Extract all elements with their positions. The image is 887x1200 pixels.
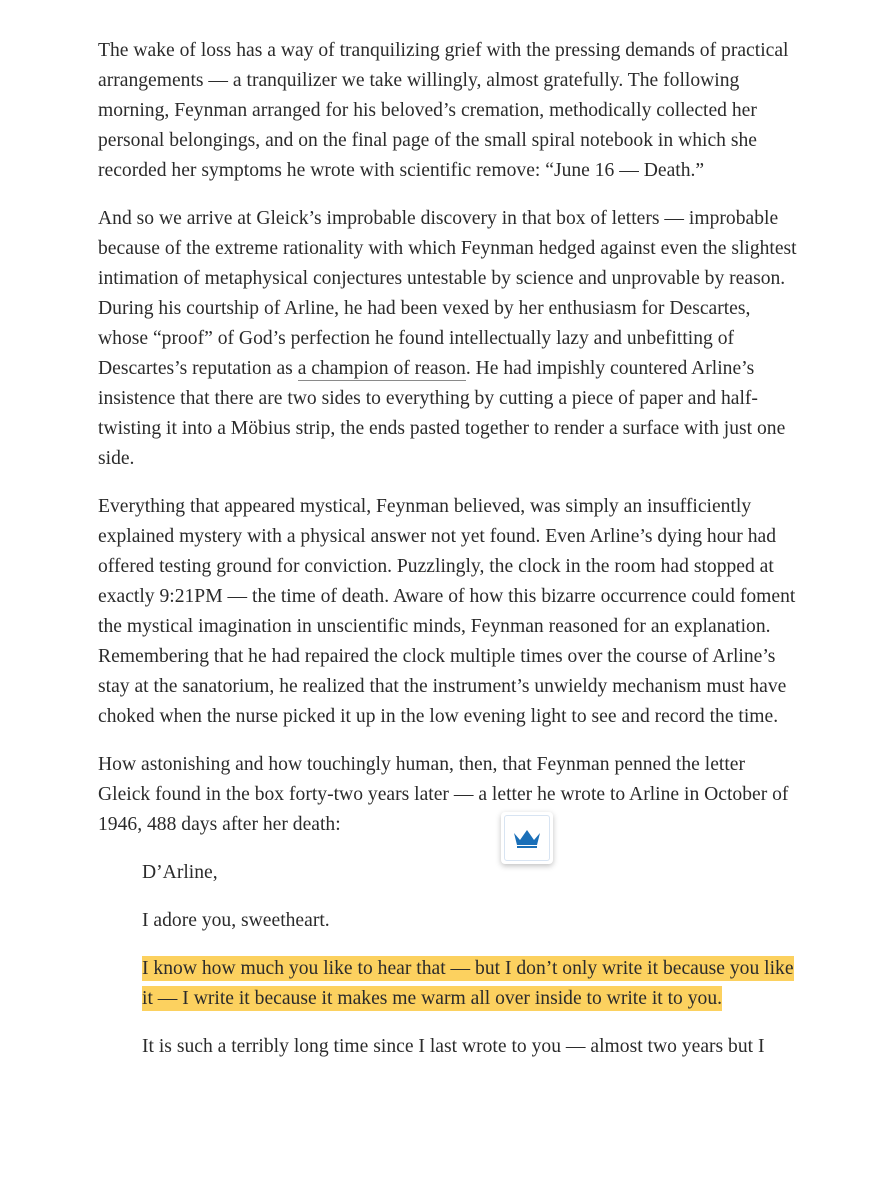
paragraph-clock: Everything that appeared mystical, Feynman believed, was simply an insufficiently explained mystery with a physical answer not yet found. Even Arline’s dying hour had offered testing ground for conviction. Puzzlingly, the clock in the room had stopped at exactly 9:21PM — the time of death. Aware of how this bizarre occurrence could foment the mystical imagination in unscientific minds, Feynman reasoned for an explanation. Remembering that he had repaired the clock multiple times over the course of Arline’s stay at the sanatorium, he realized that the instrument’s unwieldy mechanism must have choked when the nurse picked it up in the low evening light to see and record the time. — [98, 496, 796, 727]
crown-icon — [512, 827, 542, 849]
letter-blockquote — [142, 858, 798, 1062]
paragraph-discovery — [98, 204, 798, 474]
highlight-mark: I know how much you like to hear that — but I don’t only write it because you like it — I write it because it makes me warm all over inside to write it to you. — [142, 958, 794, 1009]
paragraph-discovery-text: And so we arrive at Gleick’s improbable discovery in that box of letters — improbable because of the extreme rationality with which Feynman hedged against even the slightest intimation of metaphysical conjectures untestable by science and unprovable by reason. During his courtship of Arline, he had been vexed by her enthusiasm for Descartes, whose “proof” of God’s perfection he found intellectually lazy and unbefitting of Descartes’s reputation as — [98, 208, 797, 379]
letter-highlighted-passage[interactable] — [142, 954, 798, 1014]
letter-line-long-time: It is such a terribly long time since I last wrote to you — almost two years but I — [142, 1036, 765, 1057]
champion-of-reason-link[interactable]: a champion of reason — [297, 358, 466, 379]
crown-badge-button[interactable] — [501, 812, 553, 864]
paragraph-letter-intro: How astonishing and how touchingly human, then, that Feynman penned the letter Gleick found in the box forty-two years later — a letter he wrote to Arline in October of 1946, 488 days after her death: — [98, 754, 789, 835]
paragraph-discovery-text-end: . He had impishly countered Arline’s insistence that there are two sides to everything by cutting a piece of paper and half-twisting it into a Möbius strip, the ends pasted together to render a surface with just one side. — [98, 358, 786, 469]
letter-line-adore: I adore you, sweetheart. — [142, 910, 330, 931]
article-body — [98, 36, 798, 1080]
paragraph-cremation: The wake of loss has a way of tranquilizing grief with the pressing demands of practical arrangements — a tranquilizer we take willingly, almost gratefully. The following morning, Feynman arranged for his beloved’s cremation, methodically collected her personal belongings, and on the final page of the small spiral notebook in which she recorded her symptoms he wrote with scientific remove: “June 16 — Death.” — [98, 40, 789, 181]
crown-badge-frame — [504, 815, 550, 861]
letter-salutation: D’Arline, — [142, 862, 218, 883]
